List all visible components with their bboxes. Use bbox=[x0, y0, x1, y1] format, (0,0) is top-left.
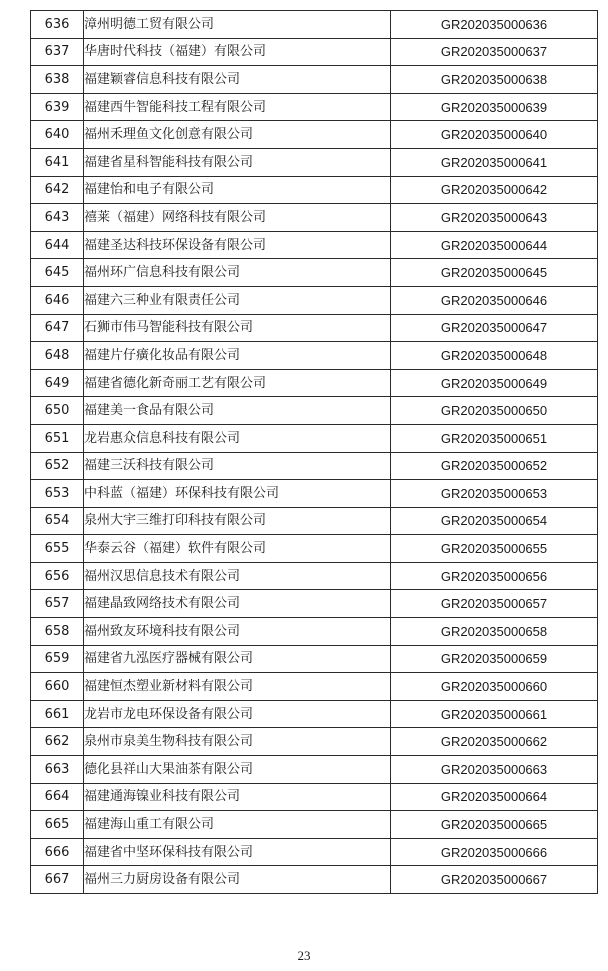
serial-number-cell: 651 bbox=[31, 424, 84, 452]
company-name-cell: 福建省德化新奇丽工艺有限公司 bbox=[84, 369, 391, 397]
certificate-number-cell: GR202035000638 bbox=[391, 66, 598, 94]
serial-number-cell: 664 bbox=[31, 783, 84, 811]
company-name-cell: 福建怡和电子有限公司 bbox=[84, 176, 391, 204]
certificate-number-cell: GR202035000658 bbox=[391, 618, 598, 646]
company-name-cell: 泉州大宇三维打印科技有限公司 bbox=[84, 507, 391, 535]
company-name-cell: 漳州明德工贸有限公司 bbox=[84, 11, 391, 39]
table-row bbox=[31, 259, 598, 287]
company-name-cell: 福建通海镍业科技有限公司 bbox=[84, 783, 391, 811]
serial-number-cell: 639 bbox=[31, 93, 84, 121]
table-row bbox=[31, 369, 598, 397]
certificate-number-cell: GR202035000636 bbox=[391, 11, 598, 39]
company-name-cell: 福州汉思信息技术有限公司 bbox=[84, 562, 391, 590]
table-row bbox=[31, 424, 598, 452]
company-name-cell: 福建圣达科技环保设备有限公司 bbox=[84, 231, 391, 259]
serial-number-cell: 643 bbox=[31, 204, 84, 232]
table-row bbox=[31, 728, 598, 756]
serial-number-cell: 654 bbox=[31, 507, 84, 535]
company-name-cell: 福建美一食品有限公司 bbox=[84, 397, 391, 425]
table-row bbox=[31, 590, 598, 618]
company-table bbox=[30, 10, 598, 894]
certificate-number-cell: GR202035000654 bbox=[391, 507, 598, 535]
certificate-number-cell: GR202035000664 bbox=[391, 783, 598, 811]
serial-number-cell: 659 bbox=[31, 645, 84, 673]
table-row bbox=[31, 204, 598, 232]
company-name-cell: 华唐时代科技（福建）有限公司 bbox=[84, 38, 391, 66]
certificate-number-cell: GR202035000646 bbox=[391, 286, 598, 314]
certificate-number-cell: GR202035000651 bbox=[391, 424, 598, 452]
table-row bbox=[31, 700, 598, 728]
table-row bbox=[31, 93, 598, 121]
company-name-cell: 中科蓝（福建）环保科技有限公司 bbox=[84, 480, 391, 508]
table-row bbox=[31, 231, 598, 259]
serial-number-cell: 644 bbox=[31, 231, 84, 259]
certificate-number-cell: GR202035000659 bbox=[391, 645, 598, 673]
table-row bbox=[31, 838, 598, 866]
table-row bbox=[31, 342, 598, 370]
serial-number-cell: 642 bbox=[31, 176, 84, 204]
table-row bbox=[31, 480, 598, 508]
table-row bbox=[31, 562, 598, 590]
company-name-cell: 华泰云谷（福建）软件有限公司 bbox=[84, 535, 391, 563]
table-row bbox=[31, 535, 598, 563]
company-name-cell: 福建颖睿信息科技有限公司 bbox=[84, 66, 391, 94]
company-name-cell: 石狮市伟马智能科技有限公司 bbox=[84, 314, 391, 342]
table-row bbox=[31, 176, 598, 204]
serial-number-cell: 655 bbox=[31, 535, 84, 563]
serial-number-cell: 641 bbox=[31, 148, 84, 176]
certificate-number-cell: GR202035000649 bbox=[391, 369, 598, 397]
table-row bbox=[31, 507, 598, 535]
company-name-cell: 德化县祥山大果油茶有限公司 bbox=[84, 756, 391, 784]
table-row bbox=[31, 673, 598, 701]
company-name-cell: 福建省九泓医疗器械有限公司 bbox=[84, 645, 391, 673]
table-row bbox=[31, 618, 598, 646]
certificate-number-cell: GR202035000642 bbox=[391, 176, 598, 204]
company-name-cell: 福建恒杰塑业新材料有限公司 bbox=[84, 673, 391, 701]
certificate-number-cell: GR202035000667 bbox=[391, 866, 598, 894]
company-name-cell: 福建西牛智能科技工程有限公司 bbox=[84, 93, 391, 121]
company-name-cell: 福州三力厨房设备有限公司 bbox=[84, 866, 391, 894]
company-name-cell: 福州禾理鱼文化创意有限公司 bbox=[84, 121, 391, 149]
company-name-cell: 禧莱（福建）网络科技有限公司 bbox=[84, 204, 391, 232]
company-name-cell: 福州致友环境科技有限公司 bbox=[84, 618, 391, 646]
serial-number-cell: 638 bbox=[31, 66, 84, 94]
table-row bbox=[31, 121, 598, 149]
certificate-number-cell: GR202035000640 bbox=[391, 121, 598, 149]
certificate-number-cell: GR202035000637 bbox=[391, 38, 598, 66]
certificate-number-cell: GR202035000643 bbox=[391, 204, 598, 232]
serial-number-cell: 667 bbox=[31, 866, 84, 894]
certificate-number-cell: GR202035000641 bbox=[391, 148, 598, 176]
certificate-number-cell: GR202035000656 bbox=[391, 562, 598, 590]
serial-number-cell: 645 bbox=[31, 259, 84, 287]
serial-number-cell: 649 bbox=[31, 369, 84, 397]
table-row bbox=[31, 286, 598, 314]
certificate-number-cell: GR202035000645 bbox=[391, 259, 598, 287]
serial-number-cell: 653 bbox=[31, 480, 84, 508]
serial-number-cell: 665 bbox=[31, 811, 84, 839]
company-name-cell: 福建晶致网络技术有限公司 bbox=[84, 590, 391, 618]
certificate-number-cell: GR202035000648 bbox=[391, 342, 598, 370]
certificate-number-cell: GR202035000663 bbox=[391, 756, 598, 784]
table-row bbox=[31, 148, 598, 176]
table-row bbox=[31, 811, 598, 839]
serial-number-cell: 660 bbox=[31, 673, 84, 701]
serial-number-cell: 648 bbox=[31, 342, 84, 370]
company-name-cell: 龙岩市龙电环保设备有限公司 bbox=[84, 700, 391, 728]
serial-number-cell: 657 bbox=[31, 590, 84, 618]
table-row bbox=[31, 66, 598, 94]
table-row bbox=[31, 756, 598, 784]
table-row bbox=[31, 11, 598, 39]
certificate-number-cell: GR202035000657 bbox=[391, 590, 598, 618]
certificate-number-cell: GR202035000666 bbox=[391, 838, 598, 866]
certificate-number-cell: GR202035000644 bbox=[391, 231, 598, 259]
certificate-number-cell: GR202035000665 bbox=[391, 811, 598, 839]
company-name-cell: 福建省星科智能科技有限公司 bbox=[84, 148, 391, 176]
certificate-number-cell: GR202035000655 bbox=[391, 535, 598, 563]
serial-number-cell: 666 bbox=[31, 838, 84, 866]
certificate-number-cell: GR202035000652 bbox=[391, 452, 598, 480]
certificate-number-cell: GR202035000639 bbox=[391, 93, 598, 121]
company-name-cell: 泉州市泉美生物科技有限公司 bbox=[84, 728, 391, 756]
table-row bbox=[31, 314, 598, 342]
table-row bbox=[31, 783, 598, 811]
company-name-cell: 福建三沃科技有限公司 bbox=[84, 452, 391, 480]
table-row bbox=[31, 645, 598, 673]
certificate-number-cell: GR202035000662 bbox=[391, 728, 598, 756]
serial-number-cell: 663 bbox=[31, 756, 84, 784]
serial-number-cell: 646 bbox=[31, 286, 84, 314]
serial-number-cell: 662 bbox=[31, 728, 84, 756]
company-name-cell: 福建省中坚环保科技有限公司 bbox=[84, 838, 391, 866]
serial-number-cell: 652 bbox=[31, 452, 84, 480]
certificate-number-cell: GR202035000653 bbox=[391, 480, 598, 508]
table-row bbox=[31, 397, 598, 425]
table-row bbox=[31, 452, 598, 480]
serial-number-cell: 658 bbox=[31, 618, 84, 646]
company-name-cell: 福建六三种业有限责任公司 bbox=[84, 286, 391, 314]
table-row bbox=[31, 866, 598, 894]
table-row bbox=[31, 38, 598, 66]
company-name-cell: 福建海山重工有限公司 bbox=[84, 811, 391, 839]
serial-number-cell: 637 bbox=[31, 38, 84, 66]
page-number: 23 bbox=[297, 948, 311, 963]
serial-number-cell: 636 bbox=[31, 11, 84, 39]
serial-number-cell: 661 bbox=[31, 700, 84, 728]
company-name-cell: 福建片仔癀化妆品有限公司 bbox=[84, 342, 391, 370]
certificate-number-cell: GR202035000661 bbox=[391, 700, 598, 728]
certificate-number-cell: GR202035000660 bbox=[391, 673, 598, 701]
certificate-number-cell: GR202035000650 bbox=[391, 397, 598, 425]
certificate-number-cell: GR202035000647 bbox=[391, 314, 598, 342]
serial-number-cell: 647 bbox=[31, 314, 84, 342]
company-name-cell: 龙岩惠众信息科技有限公司 bbox=[84, 424, 391, 452]
table-body bbox=[31, 11, 598, 894]
company-name-cell: 福州环广信息科技有限公司 bbox=[84, 259, 391, 287]
serial-number-cell: 650 bbox=[31, 397, 84, 425]
serial-number-cell: 656 bbox=[31, 562, 84, 590]
serial-number-cell: 640 bbox=[31, 121, 84, 149]
